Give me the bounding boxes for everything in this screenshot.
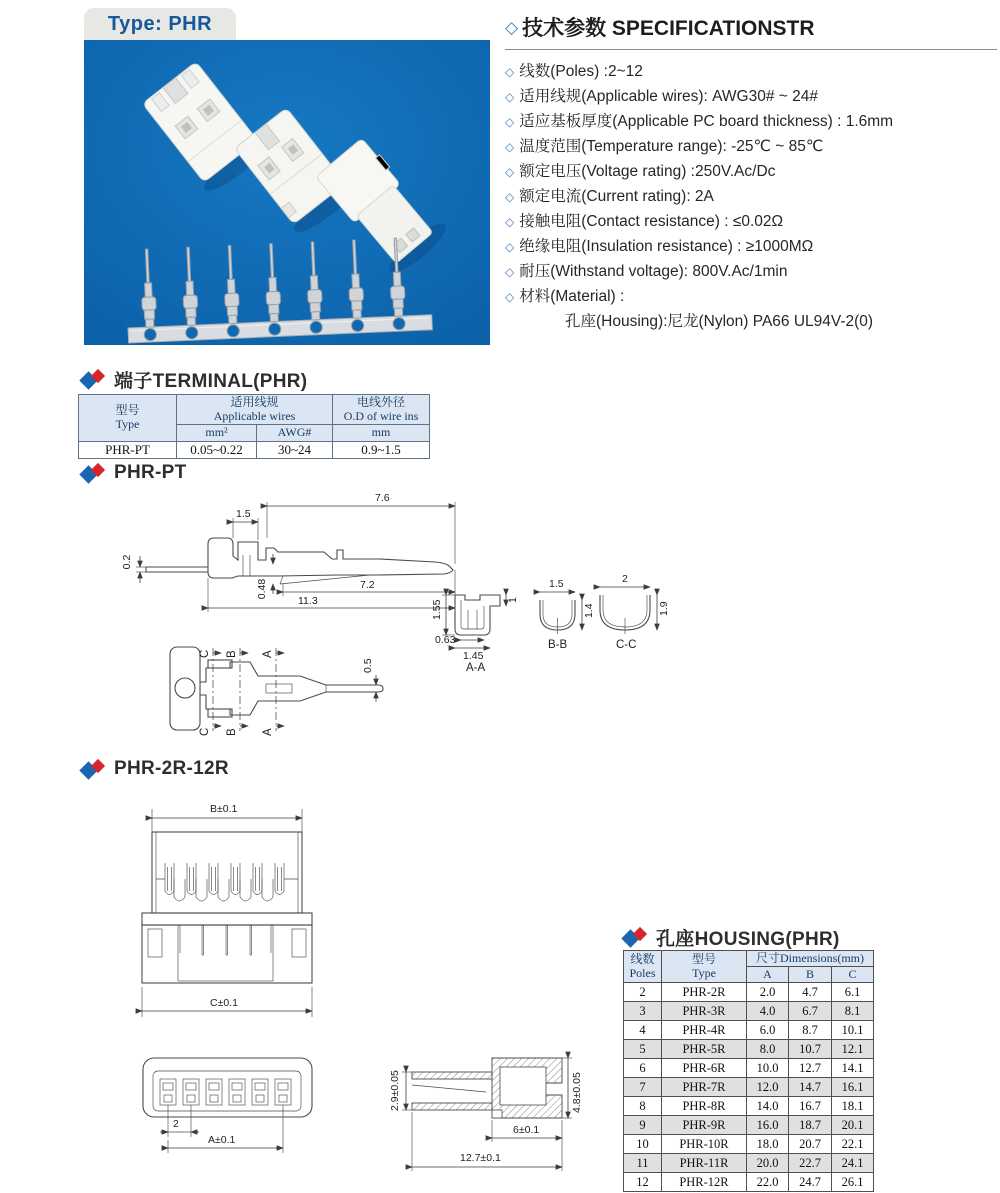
housing-table-row: 10 PHR-10R 18.0 20.7 22.1 — [624, 1135, 874, 1154]
housing-table-row: 5 PHR-5R 8.0 10.7 12.1 — [624, 1040, 874, 1059]
specs-panel — [505, 12, 997, 334]
housing-col-poles: 线数 Poles — [624, 951, 662, 983]
dim-label: 1.5 — [549, 578, 564, 590]
cross-section-bb — [540, 578, 595, 651]
terminal-side-view — [121, 492, 455, 612]
housing-section-title: 孔座HOUSING(PHR) — [656, 929, 840, 950]
housing-table-row: 8 PHR-8R 14.0 16.7 18.1 — [624, 1097, 874, 1116]
terminal-section-title: 端子TERMINAL(PHR) — [114, 371, 308, 392]
housing-table — [623, 950, 874, 1192]
dim-label: 0.63 — [435, 634, 456, 646]
spec-item — [505, 209, 997, 234]
dim-label: 6±0.1 — [513, 1124, 540, 1136]
dim-label: 0.48 — [256, 578, 268, 600]
housing-col-a: A — [747, 967, 789, 983]
specs-title-row — [505, 12, 997, 50]
housing-col-c: C — [832, 967, 874, 983]
housing-table-row: 4 PHR-4R 6.0 8.7 10.1 — [624, 1021, 874, 1040]
diamond-icon: ◇ — [505, 115, 515, 129]
section-label: C-C — [616, 639, 637, 651]
housing-bottom-view — [143, 1058, 312, 1153]
section-marker: B — [226, 650, 238, 658]
phr-2r-section-title: PHR-2R-12R — [114, 758, 229, 779]
dim-label: 1.45 — [463, 650, 484, 662]
dim-label: 2 — [622, 573, 628, 585]
housing-table-row: 9 PHR-9R 16.0 18.7 20.1 — [624, 1116, 874, 1135]
terminal-sub-mm2: mm² — [177, 425, 257, 442]
housing-front-view — [142, 803, 312, 1017]
housing-table-row: 2 PHR-2R 2.0 4.7 6.1 — [624, 983, 874, 1002]
spec-item — [505, 84, 997, 109]
spec-item-text: 线数(Poles) :2~12 — [519, 63, 643, 80]
cross-section-aa — [431, 595, 519, 674]
product-photo — [84, 40, 490, 345]
dim-label: 12.7±0.1 — [460, 1152, 501, 1164]
dim-label: C±0.1 — [210, 997, 238, 1009]
housing-col-type: 型号 Type — [662, 951, 747, 983]
housing-front-pins — [180, 925, 271, 955]
spec-item-text: 适用线规(Applicable wires): AWG30# ~ 24# — [519, 88, 819, 105]
dim-label: 1.9 — [658, 601, 670, 616]
diamond-icon: ◇ — [505, 265, 515, 279]
spec-item-text: 绝缘电阻(Insulation resistance) : ≥1000MΩ — [519, 238, 814, 255]
dim-label: 1.4 — [583, 603, 595, 618]
dim-label: 1.55 — [431, 599, 443, 620]
section-label: A-A — [466, 662, 486, 674]
section-marker: B — [226, 728, 238, 736]
terminal-cell-mm2: 0.05~0.22 — [177, 442, 257, 459]
section-diamond-icon — [80, 463, 107, 484]
section-marker: C — [199, 649, 211, 658]
terminal-cell-type: PHR-PT — [79, 442, 177, 459]
spec-item-text: 额定电压(Voltage rating) :250V.Ac/Dc — [519, 163, 776, 180]
spec-item-text: 额定电流(Current rating): 2A — [519, 188, 714, 205]
section-label: B-B — [548, 639, 568, 651]
specs-title: 技术参数 SPECIFICATIONSTR — [522, 17, 815, 40]
diamond-icon: ◇ — [505, 190, 515, 204]
diamond-icon: ◇ — [505, 240, 515, 254]
terminal-cell-od: 0.9~1.5 — [333, 442, 430, 459]
spec-item-text: 温度范围(Temperature range): -25℃ ~ 85℃ — [519, 138, 824, 155]
housing-side-view — [389, 1058, 583, 1171]
spec-item — [505, 284, 997, 309]
diamond-icon: ◇ — [505, 215, 515, 229]
dim-label: 11.3 — [298, 595, 318, 607]
diamond-icon: ◇ — [505, 165, 515, 179]
terminal-section-header — [80, 366, 307, 393]
dim-label: 2 — [173, 1118, 179, 1130]
dim-label: 7.6 — [375, 492, 390, 504]
section-marker: A — [262, 728, 274, 736]
dim-label: 4.8±0.05 — [571, 1072, 583, 1113]
spec-item-material-detail — [505, 309, 997, 334]
cross-section-cc — [600, 573, 670, 651]
diamond-icon: ◇ — [505, 17, 519, 37]
spec-item — [505, 259, 997, 284]
housing-comb-detail — [156, 863, 298, 901]
section-marker: A — [262, 650, 274, 658]
terminal-drawing-svg — [80, 488, 670, 756]
spec-item-text: 材料(Material) : — [519, 288, 625, 305]
spec-item — [505, 234, 997, 259]
diamond-icon: ◇ — [505, 290, 515, 304]
terminal-col-type: 型号 Type — [79, 395, 177, 442]
housing-table-row: 3 PHR-3R 4.0 6.7 8.1 — [624, 1002, 874, 1021]
dim-label: 0.2 — [121, 554, 133, 570]
spec-item — [505, 134, 997, 159]
housing-col-b: B — [789, 967, 832, 983]
dim-label: 0.5 — [362, 658, 374, 673]
dim-label: A±0.1 — [208, 1134, 236, 1146]
spec-item — [505, 184, 997, 209]
spec-item-text: 适应基板厚度(Applicable PC board thickness) : 1.6mm — [519, 113, 894, 130]
dim-label: B±0.1 — [210, 803, 238, 815]
phr-pt-section-header — [80, 462, 187, 484]
terminal-col-od: 电线外径 O.D of wire ins — [333, 395, 430, 425]
housing-table-row: 12 PHR-12R 22.0 24.7 26.1 — [624, 1173, 874, 1192]
terminal-col-wires: 适用线规 Applicable wires — [177, 395, 333, 425]
housing-cavities — [160, 1079, 291, 1105]
spec-item-text: 接触电阻(Contact resistance) : ≤0.02Ω — [519, 213, 784, 230]
dim-label: 2.9±0.05 — [389, 1070, 401, 1111]
housing-table-row: 6 PHR-6R 10.0 12.7 14.1 — [624, 1059, 874, 1078]
spec-item — [505, 59, 997, 84]
type-label: Type: PHR — [107, 12, 213, 35]
housing-drawing-svg — [120, 795, 600, 1193]
terminal-table — [78, 394, 430, 459]
phr-2r-section-header — [80, 758, 229, 780]
spec-list — [505, 59, 997, 334]
dim-label: 1.5 — [236, 508, 251, 520]
section-diamond-icon — [622, 927, 649, 948]
spec-item-text: 孔座(Housing):尼龙(Nylon) PA66 UL94V-2(0) — [565, 313, 874, 330]
terminal-sub-awg: AWG# — [257, 425, 333, 442]
phr-pt-section-title: PHR-PT — [114, 462, 187, 483]
section-diamond-icon — [80, 369, 107, 390]
product-photo-svg — [84, 40, 490, 345]
terminal-cell-awg: 30~24 — [257, 442, 333, 459]
dim-label: 7.2 — [360, 579, 375, 591]
spec-item-text: 耐压(Withstand voltage): 800V.Ac/1min — [519, 263, 788, 280]
housing-table-row: 7 PHR-7R 12.0 14.7 16.1 — [624, 1078, 874, 1097]
type-tab — [84, 8, 236, 40]
section-marker: C — [199, 727, 211, 736]
terminal-sub-mm: mm — [333, 425, 430, 442]
dim-label: 1 — [507, 597, 519, 603]
spec-item — [505, 159, 997, 184]
housing-col-dims: 尺寸Dimensions(mm) — [747, 951, 874, 967]
section-diamond-icon — [80, 759, 107, 780]
diamond-icon: ◇ — [505, 65, 515, 79]
diamond-icon: ◇ — [505, 140, 515, 154]
spec-item — [505, 109, 997, 134]
housing-section-header — [622, 924, 840, 951]
diamond-icon: ◇ — [505, 90, 515, 104]
terminal-top-view — [170, 647, 383, 736]
housing-table-row: 11 PHR-11R 20.0 22.7 24.1 — [624, 1154, 874, 1173]
